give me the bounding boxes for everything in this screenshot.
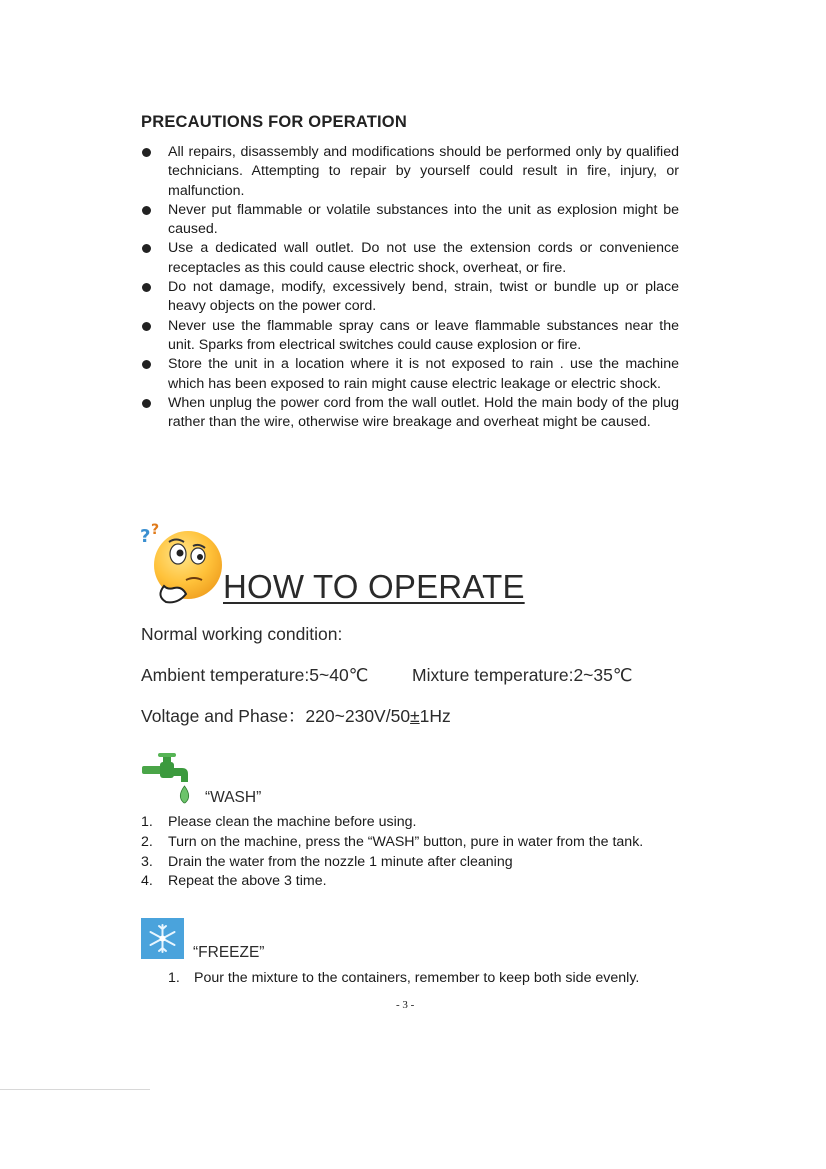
bullet-icon <box>142 283 151 292</box>
list-item: Do not damage, modify, excessively bend, strain, twist or bundle up or place heavy objects on the power cord. <box>141 278 679 317</box>
voltage-and-phase: Voltage and Phase：220~230V/50±1Hz <box>141 706 451 726</box>
list-item: 2. Turn on the machine, press the “WASH” button, pure in water from the tank. <box>141 833 644 850</box>
wash-label: “WASH” <box>205 789 262 806</box>
bullet-icon <box>142 206 151 215</box>
list-item: 4. Repeat the above 3 time. <box>141 873 327 890</box>
precautions-list <box>141 143 679 432</box>
freeze-label: “FREEZE” <box>193 944 265 961</box>
list-item: Never put flammable or volatile substances into the unit as explosion might be caused. <box>141 201 679 240</box>
thinking-emoji-icon <box>138 520 228 610</box>
wash-steps <box>141 813 701 892</box>
precautions-heading: PRECAUTIONS FOR OPERATION <box>141 113 407 131</box>
bullet-icon <box>142 148 151 157</box>
snowflake-icon <box>141 918 184 959</box>
list-item: When unplug the power cord from the wall outlet. Hold the main body of the plug rather than the wire, otherwise wire breakage and overheat might be caused. <box>141 394 679 433</box>
bullet-icon <box>142 360 151 369</box>
list-item: 3. Drain the water from the nozzle 1 minute after cleaning <box>141 853 513 870</box>
list-item: 1. Please clean the machine before using. <box>141 814 417 830</box>
svg-text:?: ? <box>151 522 160 538</box>
how-to-operate-title: HOW TO OPERATE <box>223 568 525 605</box>
page-number: - 3 - <box>396 999 415 1011</box>
ambient-temperature: Ambient temperature:5~40℃ <box>141 665 369 685</box>
normal-condition-label: Normal working condition: <box>141 624 343 644</box>
bullet-icon <box>142 322 151 331</box>
list-item: 1. Pour the mixture to the containers, remember to keep both side evenly. <box>168 970 640 986</box>
list-item: Never use the flammable spray cans or leave flammable substances near the unit. Sparks from electrical switches could cause explosion or fire. <box>141 317 679 356</box>
list-item: Use a dedicated wall outlet. Do not use the extension cords or convenience receptacles as this could cause electric shock, overheat, or fire. <box>141 239 679 278</box>
list-item: All repairs, disassembly and modifications should be performed only by qualified technicians. Attempting to repair by yourself could result in fire, injury, or malfunction. <box>141 143 679 201</box>
svg-text:?: ? <box>140 526 151 547</box>
list-item: Store the unit in a location where it is not exposed to rain . use the machine which has been exposed to rain might cause electric leakage or electric shock. <box>141 355 679 394</box>
faucet-icon <box>140 752 192 806</box>
mixture-temperature: Mixture temperature:2~35℃ <box>412 665 633 685</box>
bullet-icon <box>142 399 151 408</box>
scan-artifact-divider <box>0 1089 150 1090</box>
bullet-icon <box>142 244 151 253</box>
